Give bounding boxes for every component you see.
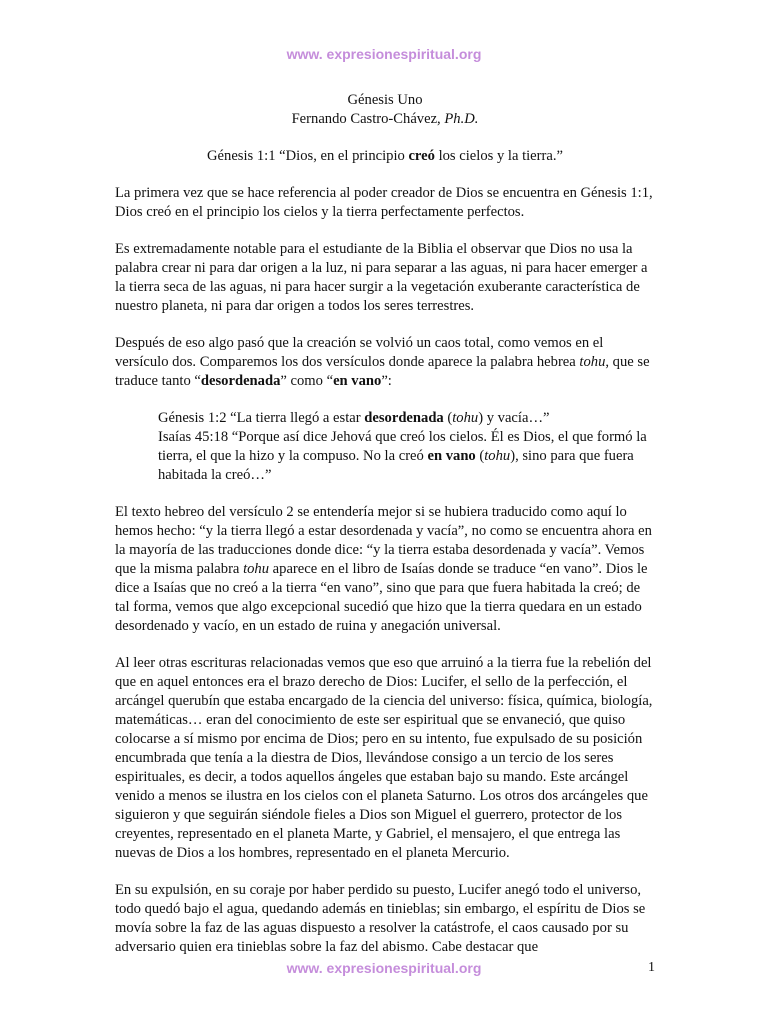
q1-bold: desordenada — [364, 410, 444, 426]
q2-tohu: tohu — [484, 448, 511, 464]
q1-text-c: ) y vacía…” — [478, 410, 550, 426]
paragraph-1: La primera vez que se hace referencia al poder creador de Dios se encuentra en Génesis 1:1, Dios creó en el principio los cielos y la tierra perfectamente perfectos. — [115, 185, 653, 220]
p3-text-a: Después de eso algo pasó que la creación se volvió un caos total, como vemos en el versículo dos. Comparemos los dos versículos donde aparece la palabra hebrea — [115, 335, 604, 370]
p3-bold-desordenada: desordenada — [200, 373, 281, 389]
document-body — [115, 91, 655, 957]
q2-bold: en vano — [427, 448, 476, 464]
footer-url[interactable]: www. expresionespiritual.org — [286, 960, 482, 976]
p3-tohu: tohu — [579, 354, 606, 370]
title-line: Génesis Uno — [347, 92, 423, 108]
epigraph-text-b: los cielos y la tierra.” — [434, 148, 563, 164]
page-number: 1 — [648, 960, 655, 975]
quote-block — [158, 409, 655, 485]
p3-text-d: ”: — [381, 373, 392, 389]
p4-tohu: tohu — [243, 561, 270, 577]
author-line — [115, 110, 655, 129]
epigraph-verse — [115, 147, 655, 166]
author-degree: Ph.D. — [444, 111, 479, 127]
quote-isaias — [158, 428, 655, 485]
document-title — [115, 91, 655, 129]
p3-bold-en-vano: en vano — [333, 373, 382, 389]
header-url[interactable]: www. expresionespiritual.org — [286, 46, 482, 62]
p4-text-a: El texto hebreo del versículo 2 se entendería mejor si se hubiera traducido como aquí lo hemos hecho: “y la tierra llegó a estar desordenada y vacía”, no como se encuentra ahora en la mayoría de las traducciones donde dice: “y la tierra estaba desordenada y vacía”. Vemos que la misma palabra — [115, 504, 652, 577]
paragraph-2: Es extremadamente notable para el estudiante de la Biblia el observar que Dios no usa la palabra crear ni para dar origen a la luz, ni para separar a las aguas, ni para hacer emerger a la tierra seca de las aguas, ni para hacer surgir a la vegetación exuberante característica de nuestro planeta, ni para dar origen a todos los seres terrestres. — [115, 241, 648, 314]
paragraph-5: Al leer otras escrituras relacionadas vemos que eso que arruinó a la tierra fue la rebelión del que en aquel entonces era el brazo derecho de Dios: Lucifer, el sello de la perfección, el arcángel querubín que estaba encargado de la ciencia del universo: física, química, biología, matemáticas… eran del conocimiento de este ser espiritual que se envaneció, que quiso colocarse a sí mismo por encima de Dios; pero en su intento, fue expulsado de su posición encumbrada que tenía a la diestra de Dios, llevándose consigo a un tercio de los seres espirituales, es decir, a todos aquellos ángeles que estaban bajo su mando. Este arcángel venido a menos se ilustra en los cielos con el planeta Saturno. Los otros dos arcángeles que siguieron y que seguirán siéndole fieles a Dios son Miguel el guerrero, protector de los creyentes, representado en el planeta Marte, y Gabriel, el mensajero, el que entrega las nuevas de Dios a los hombres, representado en el planeta Mercurio. — [115, 655, 653, 861]
epigraph-bold: creó — [408, 148, 435, 164]
q1-tohu: tohu — [452, 410, 479, 426]
paragraph-4 — [115, 503, 655, 636]
q1-text-a: Génesis 1:2 “La tierra llegó a estar — [158, 410, 365, 426]
p3-text-b: , que se traduce tanto “ — [115, 354, 650, 389]
p3-text-c: ” como “ — [280, 373, 334, 389]
author-name: Fernando Castro-Chávez, — [291, 111, 445, 127]
epigraph-text-a: Génesis 1:1 “Dios, en el principio — [207, 148, 409, 164]
paragraph-3 — [115, 334, 655, 391]
q1-text-b: ( — [443, 410, 453, 426]
p4-text-b: aparece en el libro de Isaías donde se traduce “en vano”. Dios le dice a Isaías que no creó a la tierra “en vano”, sino que para que fuera habitada la creó; de tal forma, vemos que algo excepcional sucedió que hizo que la tierra quedara en un estado desordenado y vacío, en un estado de ruina y anegación universal. — [115, 561, 648, 634]
quote-genesis — [158, 409, 655, 428]
q2-text-b: ( — [475, 448, 485, 464]
q2-text-c: ), sino para que fuera habitada la creó…” — [158, 448, 634, 483]
paragraph-6: En su expulsión, en su coraje por haber perdido su puesto, Lucifer anegó todo el universo, todo quedó bajo el agua, quedando además en tinieblas; sin embargo, el espíritu de Dios se movía sobre la faz de las aguas dispuesto a resolver la catástrofe, el caos causado por su adversario quien era tinieblas sobre la faz del abismo. Cabe destacar que — [115, 882, 646, 955]
q2-text-a: Isaías 45:18 “Porque así dice Jehová que creó los cielos. Él es Dios, el que formó la tierra, el que la hizo y la compuso. No la creó — [158, 429, 647, 464]
